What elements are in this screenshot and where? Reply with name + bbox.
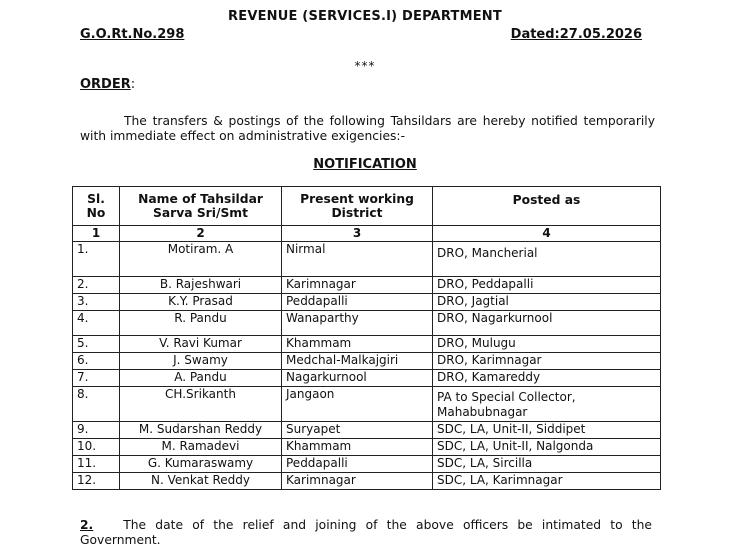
row-district: Karimnagar (282, 277, 433, 294)
row-sl-no: 11. (73, 456, 120, 473)
header-name: Name of Tahsildar Sarva Sri/Smt (120, 187, 282, 226)
row-posted-as: SDC, LA, Unit-II, Siddipet (433, 422, 661, 439)
row-district: Jangaon (282, 387, 433, 422)
row-posted-as: DRO, Jagtial (433, 294, 661, 311)
separator-stars: *** (354, 59, 376, 73)
row-posted-as: SDC, LA, Sircilla (433, 456, 661, 473)
order-intro-paragraph: The transfers & postings of the following Tahsildars are hereby notified temporarily with immediate effect on administrative exigencies:- (80, 114, 655, 143)
order-date: Dated:27.05.2026 (510, 27, 642, 42)
row-posted-as: DRO, Karimnagar (433, 353, 661, 370)
order-heading (80, 77, 135, 92)
row-sl-no: 1. (73, 242, 120, 277)
header-sl-no: Sl. No (73, 187, 120, 226)
row-name: B. Rajeshwari (120, 277, 282, 294)
row-name: Motiram. A (120, 242, 282, 277)
table-row (73, 439, 661, 456)
go-number: G.O.Rt.No.298 (80, 27, 185, 42)
row-name: A. Pandu (120, 370, 282, 387)
table-row (73, 294, 661, 311)
header-posted-as: Posted as (433, 187, 661, 226)
column-number: 1 (73, 226, 120, 242)
department-title: REVENUE (SERVICES.I) DEPARTMENT (228, 9, 502, 24)
row-district: Peddapalli (282, 456, 433, 473)
row-name: N. Venkat Reddy (120, 473, 282, 490)
table-row (73, 311, 661, 336)
paragraph-number: 2. (80, 518, 94, 532)
row-district: Peddapalli (282, 294, 433, 311)
row-district: Nagarkurnool (282, 370, 433, 387)
row-posted-as: SDC, LA, Unit-II, Nalgonda (433, 439, 661, 456)
table-header-row (73, 187, 661, 226)
transfer-table (72, 186, 661, 490)
row-name: J. Swamy (120, 353, 282, 370)
row-sl-no: 8. (73, 387, 120, 422)
row-sl-no: 6. (73, 353, 120, 370)
table-row (73, 387, 661, 422)
row-district: Khammam (282, 336, 433, 353)
row-sl-no: 5. (73, 336, 120, 353)
table-row (73, 422, 661, 439)
column-number: 3 (282, 226, 433, 242)
row-posted-as: PA to Special Collector, Mahabubnagar (433, 387, 661, 422)
table-row (73, 353, 661, 370)
row-posted-as: DRO, Nagarkurnool (433, 311, 661, 336)
row-posted-as: DRO, Mulugu (433, 336, 661, 353)
row-sl-no: 2. (73, 277, 120, 294)
table-row (73, 456, 661, 473)
row-district: Khammam (282, 439, 433, 456)
row-posted-as: DRO, Kamareddy (433, 370, 661, 387)
order-colon: : (130, 77, 136, 92)
row-sl-no: 9. (73, 422, 120, 439)
notification-title: NOTIFICATION (313, 157, 417, 172)
row-district: Wanaparthy (282, 311, 433, 336)
order-label: ORDER (80, 77, 131, 92)
row-name: K.Y. Prasad (120, 294, 282, 311)
table-row (73, 473, 661, 490)
table-row (73, 370, 661, 387)
row-posted-as: SDC, LA, Karimnagar (433, 473, 661, 490)
paragraph-2-text: The date of the relief and joining of the above officers be intimated to the Government. (80, 518, 652, 547)
table-row (73, 336, 661, 353)
column-number: 2 (120, 226, 282, 242)
row-sl-no: 4. (73, 311, 120, 336)
row-sl-no: 12. (73, 473, 120, 490)
row-district: Medchal-Malkajgiri (282, 353, 433, 370)
row-sl-no: 7. (73, 370, 120, 387)
header-district: Present working District (282, 187, 433, 226)
row-district: Nirmal (282, 242, 433, 277)
row-name: G. Kumaraswamy (120, 456, 282, 473)
row-district: Karimnagar (282, 473, 433, 490)
column-number-row (73, 226, 661, 242)
row-name: R. Pandu (120, 311, 282, 336)
row-name: M. Sudarshan Reddy (120, 422, 282, 439)
table-row (73, 277, 661, 294)
table-row (73, 242, 661, 277)
row-posted-as: DRO, Mancherial (433, 242, 661, 277)
column-number: 4 (433, 226, 661, 242)
row-district: Suryapet (282, 422, 433, 439)
row-name: CH.Srikanth (120, 387, 282, 422)
row-sl-no: 3. (73, 294, 120, 311)
paragraph-2 (80, 518, 652, 548)
row-posted-as: DRO, Peddapalli (433, 277, 661, 294)
row-sl-no: 10. (73, 439, 120, 456)
row-name: M. Ramadevi (120, 439, 282, 456)
row-name: V. Ravi Kumar (120, 336, 282, 353)
